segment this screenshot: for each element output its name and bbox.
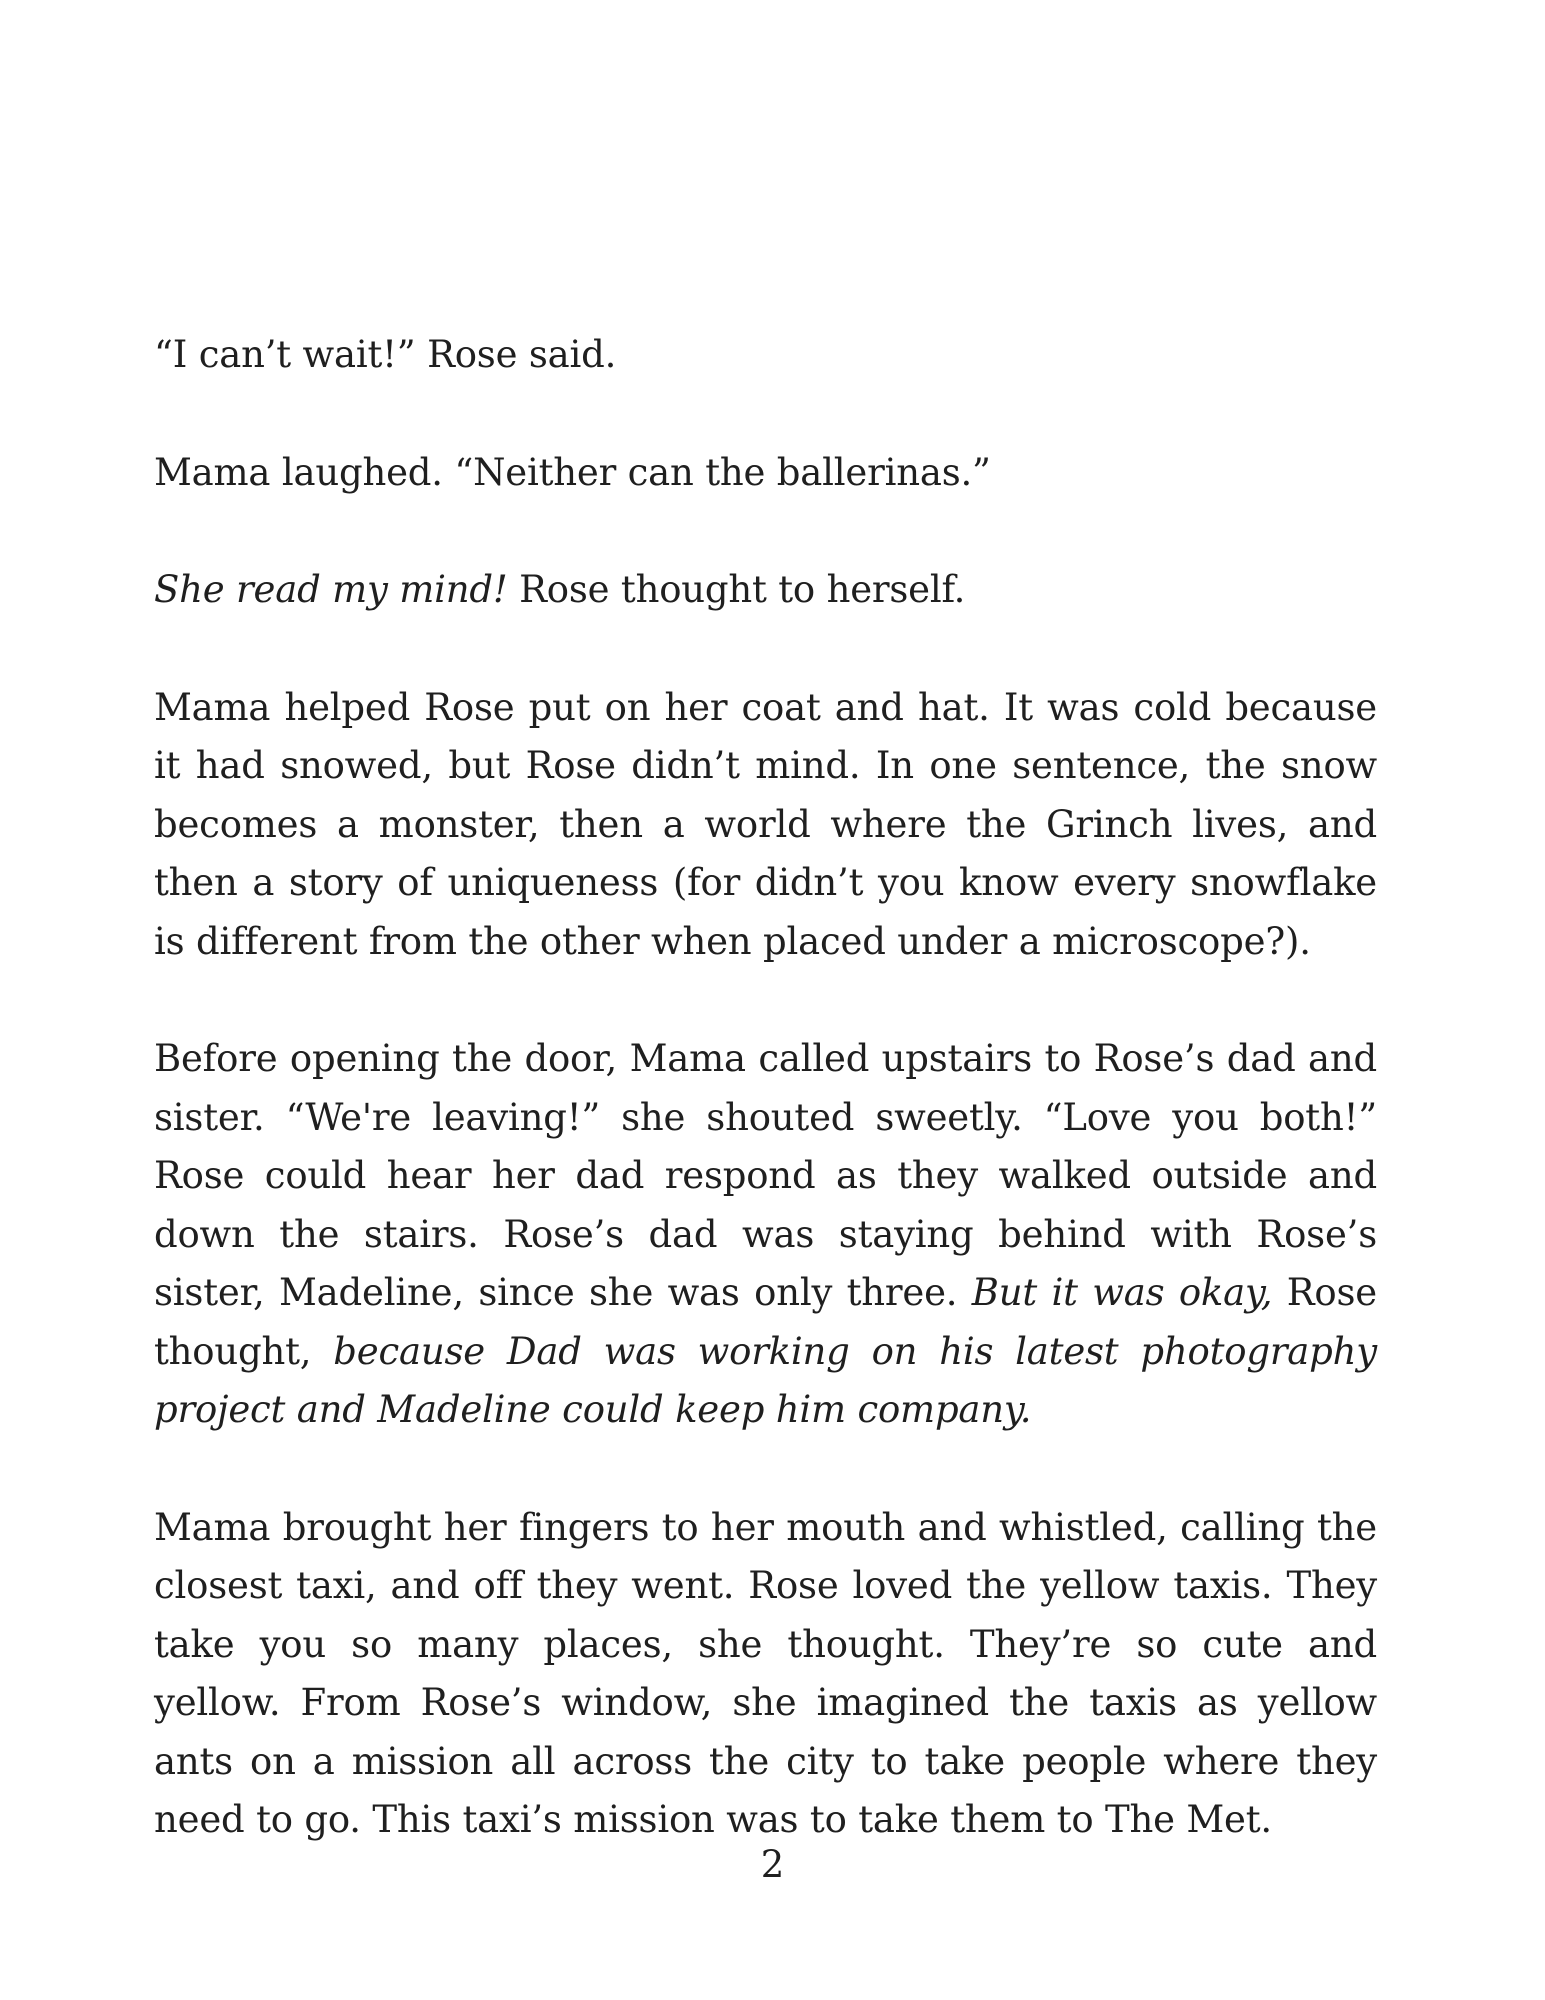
text-segment: Mama helped Rose put on her coat and hat. It was cold because it had snowed, but Rose didn’t mind. In one sentence, the snow becomes a monster, then a world where the Grinch lives, and then a story of uniqueness (for didn’t you know every snowflake is different from the other when placed under a microscope?). (154, 685, 1377, 963)
text-segment: Rose thought, (154, 1271, 1377, 1373)
text-segment: Mama laughed. “Neither can the ballerinas.” (154, 450, 991, 494)
italic-text-segment: She read my mind! (154, 568, 508, 611)
paragraph-1 (154, 326, 1377, 385)
text-segment: “I can’t wait!” Rose said. (154, 333, 617, 376)
paragraph-2 (154, 444, 1377, 503)
text-segment: Mama brought her fingers to her mouth and whistled, calling the closest taxi, and off they went. Rose loved the yellow taxis. They take you so many places, she thought. They’re so cute and yellow. From Rose’s window, she imagined the taxis as yellow ants on a mission all across the city to take people where they need to go. This taxi’s mission was to take them to The Met. (154, 1505, 1377, 1841)
italic-text-segment: because Dad was working on his latest photography project and Madeline could keep him company. (154, 1329, 1377, 1431)
body-text (154, 326, 1377, 1909)
paragraph-3 (154, 561, 1377, 620)
text-segment: Rose thought to herself. (507, 568, 966, 611)
italic-text-segment: But it was okay, (971, 1271, 1273, 1314)
paragraph-6 (154, 1499, 1377, 1850)
text-segment: Before opening the door, Mama called upstairs to Rose’s dad and sister. “We're leaving!” she shouted sweetly. “Love you both!” Rose could hear her dad respond as they walked outside and down the stairs. Rose’s dad was staying behind with Rose’s sister, Madeline, since she was only three. (154, 1037, 1377, 1314)
paragraph-5 (154, 1030, 1377, 1440)
page-number: 2 (760, 1843, 785, 1886)
paragraph-4 (154, 679, 1377, 972)
